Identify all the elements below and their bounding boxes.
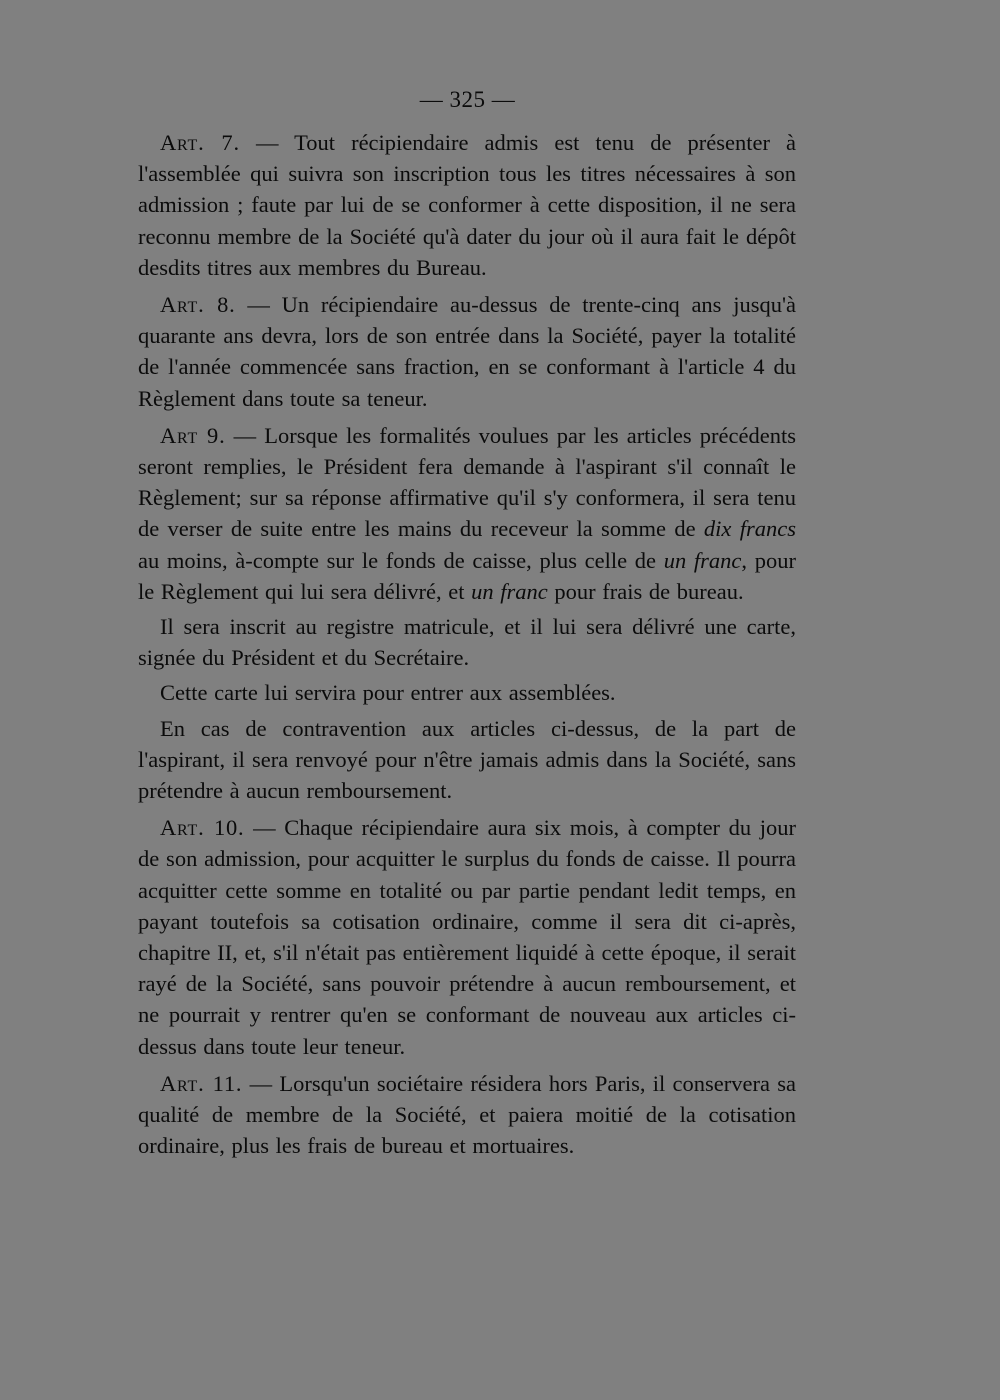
article-text: au moins, à-compte sur le fonds de caisse, plus celle de xyxy=(138,547,664,573)
article-label: Art. 11. xyxy=(160,1070,243,1096)
article-text: — Chaque récipiendaire aura six mois, à compter du jour de son admission, pour acquitter le surplus du fonds de caisse. Il pourra acquitter cette somme en totalité ou par partie pendant ledit temps, en payant toutefois sa cotisation ordinaire, comme il sera dit ci-après, chapitre II, et, s'il n'était pas entièrement liquidé à cette époque, il serait rayé de la Société, sans pouvoir prétendre à aucun remboursement, et ne pourrait y rentrer qu'en se conformant de nouveau aux articles ci-dessus dans toute leur teneur. xyxy=(138,815,796,1059)
article-label: Art. 7. xyxy=(160,130,240,155)
document-body xyxy=(138,127,796,1166)
paragraph-contravention: En cas de contravention aux articles ci-dessus, de la part de l'aspirant, il sera renvoyé pour n'être jamais admis dans la Société, sans prétendre à aucun remboursement. xyxy=(138,715,796,804)
page-number: — 325 — xyxy=(419,87,516,112)
article-label: Art 9. xyxy=(160,422,226,448)
article-text-emphasis: dix francs xyxy=(703,516,796,542)
article-label: Art. 8. xyxy=(160,292,236,318)
article-label: Art. 10. xyxy=(160,815,245,841)
article-text: — Lorsqu'un sociétaire résidera hors Paris, il conservera sa qualité de membre de la Société, et paiera moitié de la cotisation ordinaire, plus les frais de bureau et mortuaires. xyxy=(138,1070,796,1159)
article-text-emphasis: un franc xyxy=(663,547,742,573)
article-7 xyxy=(138,127,796,283)
article-text: , pour le Règlement qui lui sera délivré, et xyxy=(138,547,796,604)
article-9 xyxy=(138,420,796,607)
paragraph-card: Cette carte lui servira pour entrer aux assemblées. xyxy=(160,680,616,706)
article-text: — Lorsque les formalités voulues par les articles précédents seront remplies, le Président fera demande à l'aspirant s'il connaît le Règlement; sur sa réponse affirmative qu'il s'y conformera, il sera tenu de verser de suite entre les mains du receveur la somme de xyxy=(138,422,796,542)
article-text: — Un récipiendaire au-dessus de trente-cinq ans jusqu'à quarante ans devra, lors de son entrée dans la Société, payer la totalité de l'année commencée sans fraction, en se conformant à l'article 4 du Règlement dans toute sa teneur. xyxy=(138,292,796,411)
article-text: — Tout récipiendaire admis est tenu de présenter à l'assemblée qui suivra son inscription tous les titres nécessaires à son admission ; faute par lui de se conformer à cette disposition, il ne sera reconnu membre de la Société qu'à dater du jour où il aura fait le dépôt desdits titres aux membres du Bureau. xyxy=(138,130,796,280)
article-10 xyxy=(138,812,796,1062)
article-8 xyxy=(138,289,796,414)
article-11 xyxy=(138,1068,796,1162)
paragraph-registration: Il sera inscrit au registre matricule, et il lui sera délivré une carte, signée du Président et du Secrétaire. xyxy=(138,614,796,671)
article-text: pour frais de bureau. xyxy=(547,578,744,604)
article-text-emphasis: un franc xyxy=(471,578,548,604)
